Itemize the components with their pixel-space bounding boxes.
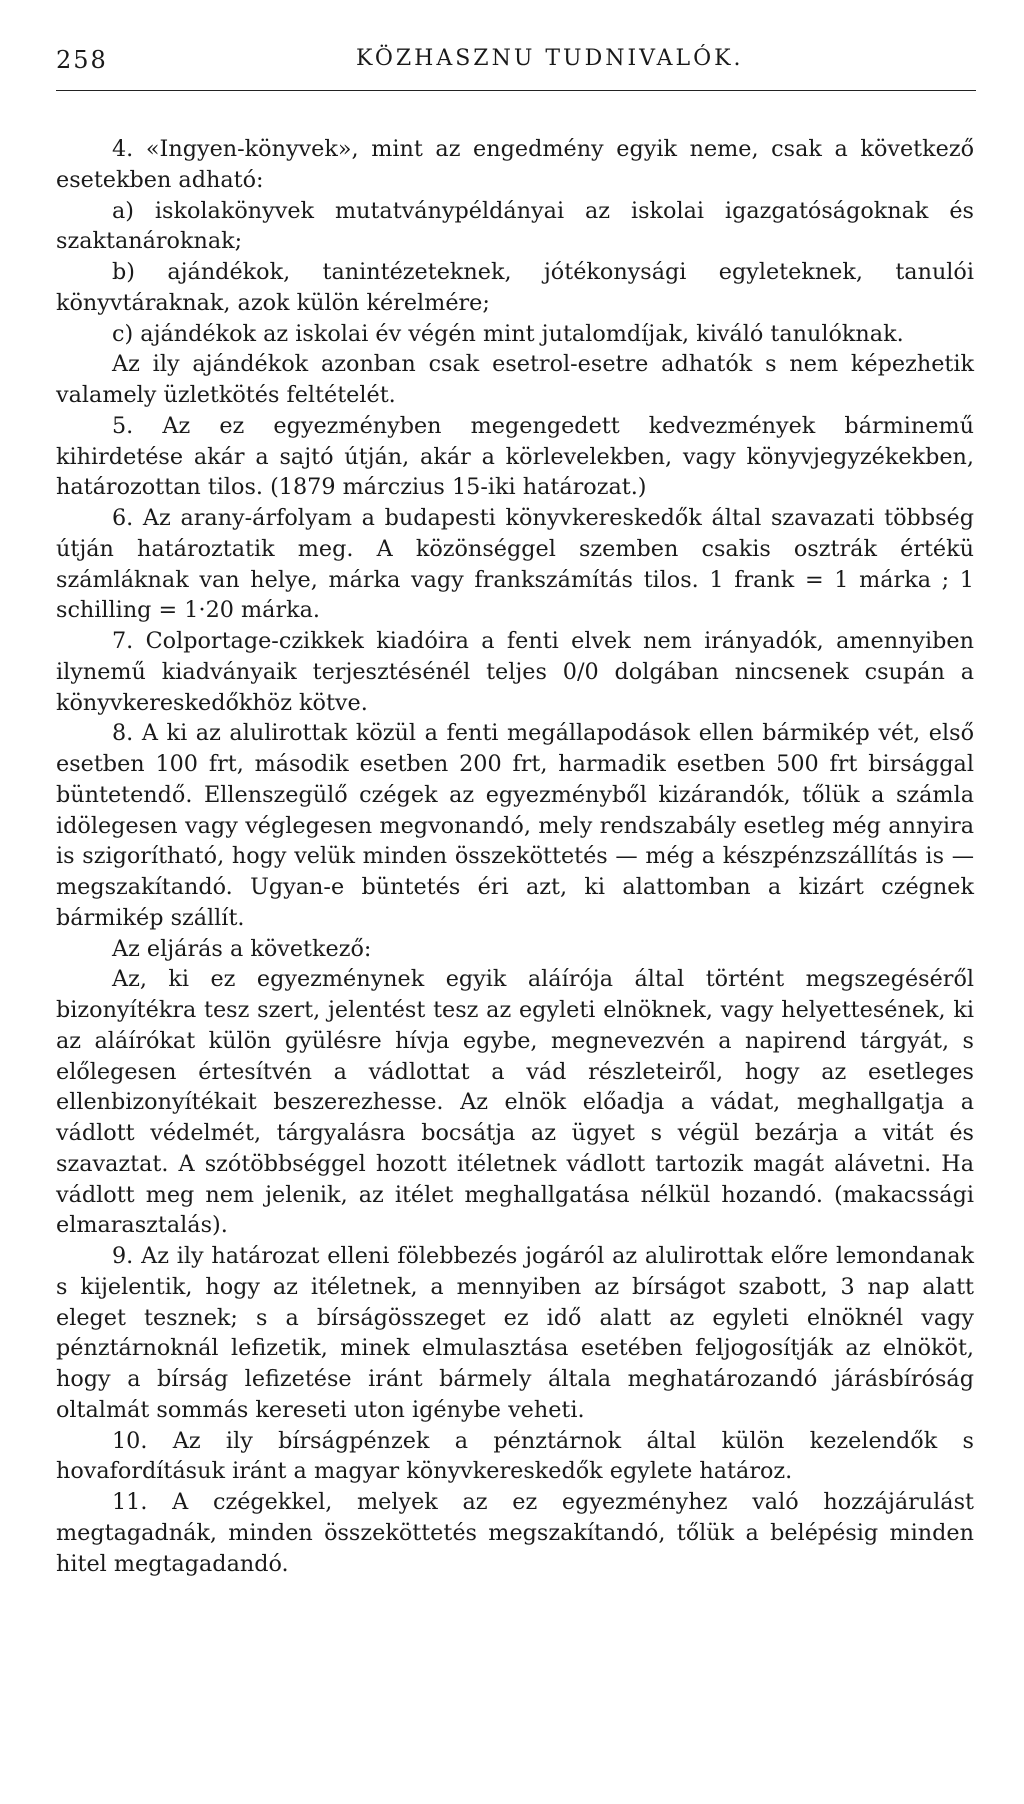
paragraph-7: 7. Colportage-czikkek kiadóira a fenti elvek nem irányadók, amennyiben ilynemű kiadványaik terjesztésénél teljes 0/0 dolgában nincsenek csupán a könyvkereskedőkhöz kötve. <box>56 628 974 716</box>
page-number: 258 <box>56 46 108 74</box>
paragraph-9: 9. Az ily határozat elleni fölebbezés jogáról az alulirottak előre lemondanak s kijelentik, hogy az itéletnek, a mennyiben az bírságot szabott, 3 nap alatt eleget tesznek; s a bírságösszeget ez idő alatt az egyleti elnöknél vagy pénztárnoknál lefizetik, minek elmulasztása esetében feljogosítják az elnököt, hogy a bírság lefizetése iránt bármely általa meghatározandó járásbíróság oltalmát sommás kereseti uton igénybe veheti. <box>56 1243 974 1423</box>
paragraph-4c: c) ajándékok az iskolai év végén mint jutalomdíjak, kiváló tanulóknak. <box>112 320 904 347</box>
running-head: KÖZHASZNU TUDNIVALÓK. <box>356 46 744 71</box>
paragraph-4a: a) iskolakönyvek mutatványpéldányai az iskolai igazgatóságoknak és szaktanároknak; <box>56 197 974 255</box>
header-rule <box>56 90 976 91</box>
paragraph-procedure-intro: Az eljárás a következő: <box>112 935 372 962</box>
paragraph-4b: b) ajándékok, tanintézeteknek, jótékonysági egyleteknek, tanulói könyvtáraknak, azok külön kérelmére; <box>56 259 974 316</box>
paragraph-4-note: Az ily ajándékok azonban csak esetrol-esetre adhatók s nem képezhetik valamely üzletkötés feltételét. <box>56 351 974 408</box>
body-text <box>56 134 974 1579</box>
paragraph-4: 4. «Ingyen-könyvek», mint az engedmény egyik neme, csak a következő esetekben adható: <box>56 136 974 193</box>
paragraph-10: 10. Az ily bírságpénzek a pénztárnok által külön kezelendők s hovafordításuk iránt a magyar könyvkereskedők egylete határoz. <box>56 1427 974 1485</box>
page-header <box>56 40 976 80</box>
paragraph-procedure: Az, ki ez egyezménynek egyik aláírója által történt megszegéséről bizonyítékra tesz szert, jelentést tesz az egyleti elnöknek, vagy helyettesének, ki az aláírókat külön gyülésre hívja egybe, megnevezvén a napirend tárgyát, s előlegesen értesítvén a vádlottat a vád részleteiről, hogy az esetleges ellenbizonyítékait beszerezhesse. Az elnök előadja a vádat, meghallgatja a vádlott védelmét, tárgyalásra bocsátja az ügyet s végül bezárja a vitát és szavaztat. A szótöbbséggel hozott itéletnek vádlott tartozik magát alávetni. Ha vádlott meg nem jelenik, az itélet meghallgatása nélkül hozandó. (makacssági elmarasztalás). <box>56 966 974 1239</box>
paragraph-8: 8. A ki az alulirottak közül a fenti megállapodások ellen bármikép vét, első esetben 100 frt, második esetben 200 frt, harmadik esetben 500 frt birsággal büntetendő. Ellenszegülő czégek az egyezményből kizárandók, tőlük a számla idölegesen vagy véglegesen megvonandó, mely rendszabály esetleg még annyira is szigorítható, hogy velük minden összeköttetés — még a készpénzszállítás is — megszakítandó. Ugyan-e büntetés éri azt, ki alattomban a kizárt czégnek bármikép szállít. <box>56 720 974 931</box>
paragraph-6: 6. Az arany-árfolyam a budapesti könyvkereskedők által szavazati többség útján határoztatik meg. A közönséggel szemben csakis osztrák értékü számláknak van helye, márka vagy frankszámítás tilos. 1 frank = 1 márka ; 1 schilling = 1·20 márka. <box>56 505 974 624</box>
paragraph-11: 11. A czégekkel, melyek az ez egyezményhez való hozzájárulást megtagadnák, minden összeköttetés megszakítandó, tőlük a belépésig minden hitel megtagadandó. <box>56 1489 974 1577</box>
paragraph-5: 5. Az ez egyezményben megengedett kedvezmények bárminemű kihirdetése akár a sajtó útján, akár a körlevelekben, vagy könyvjegyzékekben, határozottan tilos. (1879 márczius 15-iki határozat.) <box>56 412 974 501</box>
